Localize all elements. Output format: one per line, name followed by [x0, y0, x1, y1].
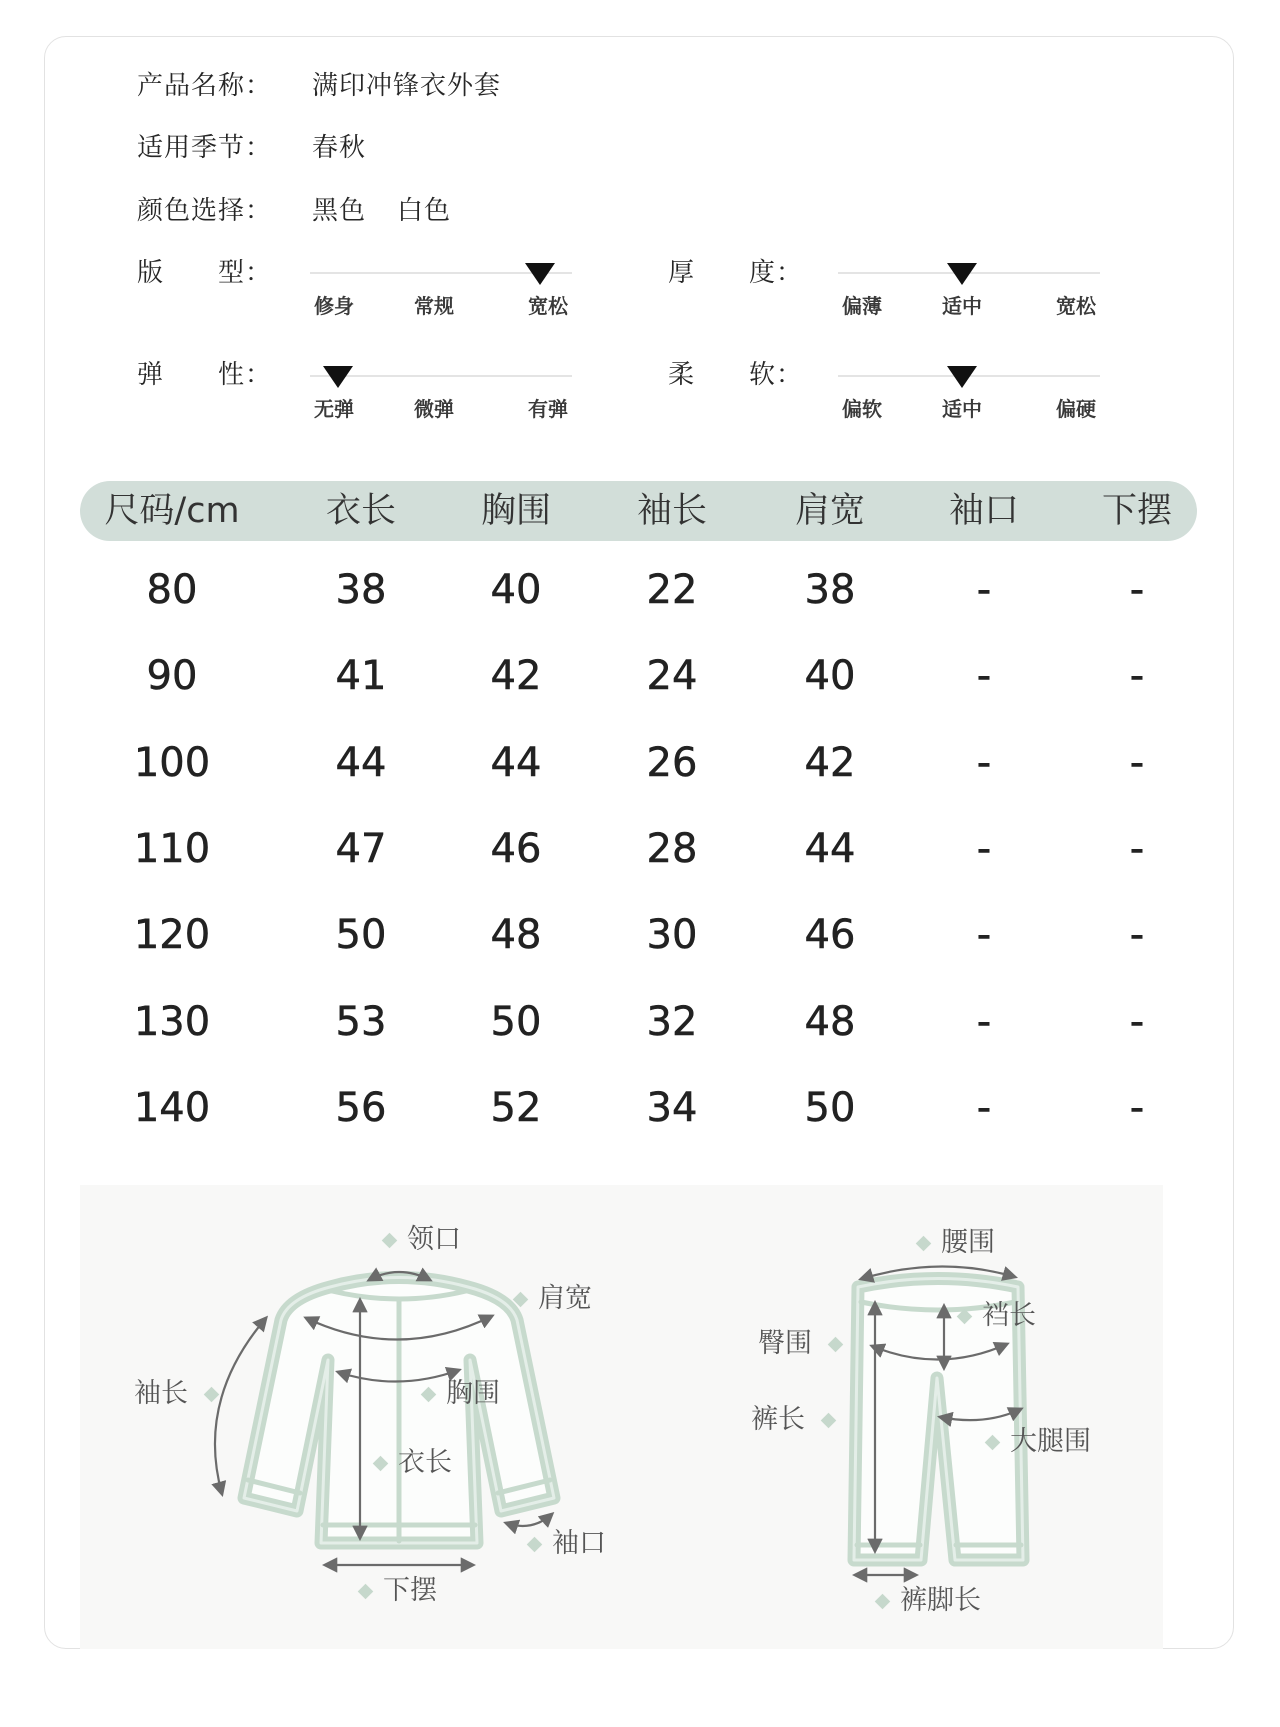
- thigh-label: [987, 1427, 1091, 1457]
- cell-length: 41: [335, 653, 387, 700]
- diamond-icon: [821, 1412, 837, 1428]
- cell-chest: 42: [490, 653, 542, 700]
- cell-shoulder: 48: [804, 998, 856, 1045]
- softness-label: 柔 软：: [668, 360, 804, 390]
- header-cuff: 袖口: [948, 491, 1019, 531]
- cell-sleeve: 26: [646, 739, 698, 786]
- header-length: 衣长: [325, 491, 396, 531]
- diamond-icon: [421, 1386, 437, 1402]
- season-value: 春秋: [312, 133, 367, 163]
- cell-hem: -: [1129, 567, 1145, 613]
- chest-label: [423, 1379, 500, 1409]
- leg-opening-text: 裤脚长: [900, 1585, 981, 1616]
- header-size: 尺码/cm: [104, 491, 240, 531]
- cell-size: 140: [133, 1084, 211, 1131]
- waist-text: 腰围: [941, 1227, 995, 1258]
- cell-hem: -: [1129, 912, 1145, 959]
- cell-hem: -: [1129, 1084, 1145, 1131]
- pants-length-label: [751, 1405, 834, 1435]
- cell-chest: 48: [490, 912, 542, 959]
- shoulder-text: 肩宽: [538, 1283, 592, 1314]
- cell-shoulder: 42: [804, 739, 856, 786]
- cell-size: 120: [133, 912, 211, 959]
- scale-option: 常规: [414, 294, 454, 318]
- scale-option: 偏硬: [1056, 397, 1096, 421]
- scale-option: 适中: [942, 294, 982, 318]
- hip-text: 臀围: [758, 1328, 812, 1359]
- cell-hem: -: [1129, 998, 1145, 1045]
- cell-chest: 40: [490, 567, 542, 613]
- cell-cuff: -: [976, 567, 992, 613]
- cell-size: 100: [133, 739, 211, 786]
- diamond-icon: [985, 1434, 1001, 1450]
- cell-cuff: -: [976, 998, 992, 1045]
- cuff-text: 袖口: [552, 1528, 606, 1559]
- cell-chest: 46: [490, 825, 542, 872]
- collar-text: 领口: [407, 1224, 461, 1255]
- cell-cuff: -: [976, 912, 992, 959]
- diamond-icon: [916, 1235, 932, 1251]
- scale-option: 无弹: [314, 397, 354, 421]
- cell-cuff: -: [976, 653, 992, 700]
- header-chest: 胸围: [480, 491, 551, 531]
- waist-label: [918, 1228, 995, 1258]
- product-name-value: 满印冲锋衣外套: [312, 71, 502, 101]
- scale-option: 宽松: [528, 294, 568, 318]
- cell-shoulder: 44: [804, 825, 856, 872]
- collar-label: [384, 1225, 461, 1255]
- cell-cuff: -: [976, 1084, 992, 1131]
- cell-size: 90: [146, 653, 198, 700]
- diamond-icon: [875, 1593, 891, 1609]
- cell-sleeve: 22: [646, 567, 698, 613]
- cell-shoulder: 46: [804, 912, 856, 959]
- diamond-icon: [382, 1232, 398, 1248]
- thickness-label: 厚 度：: [668, 258, 804, 288]
- color-label: 颜色选择：: [137, 196, 273, 226]
- cell-length: 53: [335, 998, 387, 1045]
- cell-cuff: -: [976, 739, 992, 786]
- hip-label: [758, 1329, 841, 1359]
- diamond-icon: [527, 1536, 543, 1552]
- cell-sleeve: 34: [646, 1084, 698, 1131]
- header-hem: 下摆: [1101, 491, 1172, 531]
- scale-option: 微弹: [414, 397, 454, 421]
- color-option-white: 白色: [397, 196, 452, 226]
- diamond-icon: [957, 1308, 973, 1324]
- cell-size: 130: [133, 998, 211, 1045]
- product-name-label: 产品名称：: [137, 71, 273, 101]
- season-label: 适用季节：: [137, 133, 273, 163]
- cell-shoulder: 40: [804, 653, 856, 700]
- cell-hem: -: [1129, 739, 1145, 786]
- thigh-text: 大腿围: [1010, 1426, 1091, 1457]
- jacket-length-text: 衣长: [398, 1447, 452, 1478]
- cell-length: 56: [335, 1084, 387, 1131]
- diamond-icon: [373, 1455, 389, 1471]
- scale-option: 偏薄: [842, 294, 882, 318]
- diamond-icon: [358, 1583, 374, 1599]
- cell-length: 50: [335, 912, 387, 959]
- rise-label: [959, 1301, 1036, 1331]
- cell-sleeve: 28: [646, 825, 698, 872]
- cell-length: 38: [335, 567, 387, 613]
- shoulder-label: [515, 1284, 592, 1314]
- jacket-illustration: [244, 1278, 554, 1544]
- chest-text: 胸围: [446, 1378, 500, 1409]
- cell-chest: 50: [490, 998, 542, 1045]
- jacket-length-label: [375, 1448, 452, 1478]
- sleeve-label: [134, 1379, 217, 1409]
- cuff-label: [529, 1529, 606, 1559]
- color-option-black: 黑色: [312, 196, 367, 226]
- cell-length: 47: [335, 825, 387, 872]
- cell-shoulder: 50: [804, 1084, 856, 1131]
- cell-cuff: -: [976, 825, 992, 872]
- hem-text: 下摆: [383, 1575, 437, 1606]
- cell-sleeve: 24: [646, 653, 698, 700]
- scale-option: 适中: [942, 397, 982, 421]
- scale-option: 修身: [314, 294, 354, 318]
- cell-size: 110: [133, 825, 211, 872]
- cell-hem: -: [1129, 825, 1145, 872]
- diamond-icon: [828, 1336, 844, 1352]
- diamond-icon: [513, 1291, 529, 1307]
- diamond-icon: [204, 1386, 220, 1402]
- cell-chest: 44: [490, 739, 542, 786]
- cell-hem: -: [1129, 653, 1145, 700]
- cell-length: 44: [335, 739, 387, 786]
- pants-length-text: 裤长: [751, 1404, 805, 1435]
- scale-option: 宽松: [1056, 294, 1096, 318]
- cell-shoulder: 38: [804, 567, 856, 613]
- cell-sleeve: 30: [646, 912, 698, 959]
- cell-size: 80: [146, 567, 198, 613]
- rise-text: 裆长: [982, 1300, 1036, 1331]
- header-shoulder: 肩宽: [794, 491, 865, 531]
- cuff-arrow: [506, 1514, 552, 1526]
- header-sleeve: 袖长: [636, 491, 707, 531]
- fit-label: 版 型：: [137, 258, 273, 288]
- cell-sleeve: 32: [646, 998, 698, 1045]
- scale-option: 有弹: [528, 397, 568, 421]
- cell-chest: 52: [490, 1084, 542, 1131]
- scale-option: 偏软: [842, 397, 882, 421]
- hem-label: [360, 1576, 437, 1606]
- leg-opening-label: [877, 1586, 981, 1616]
- elasticity-label: 弹 性：: [137, 360, 273, 390]
- sleeve-text: 袖长: [134, 1378, 188, 1409]
